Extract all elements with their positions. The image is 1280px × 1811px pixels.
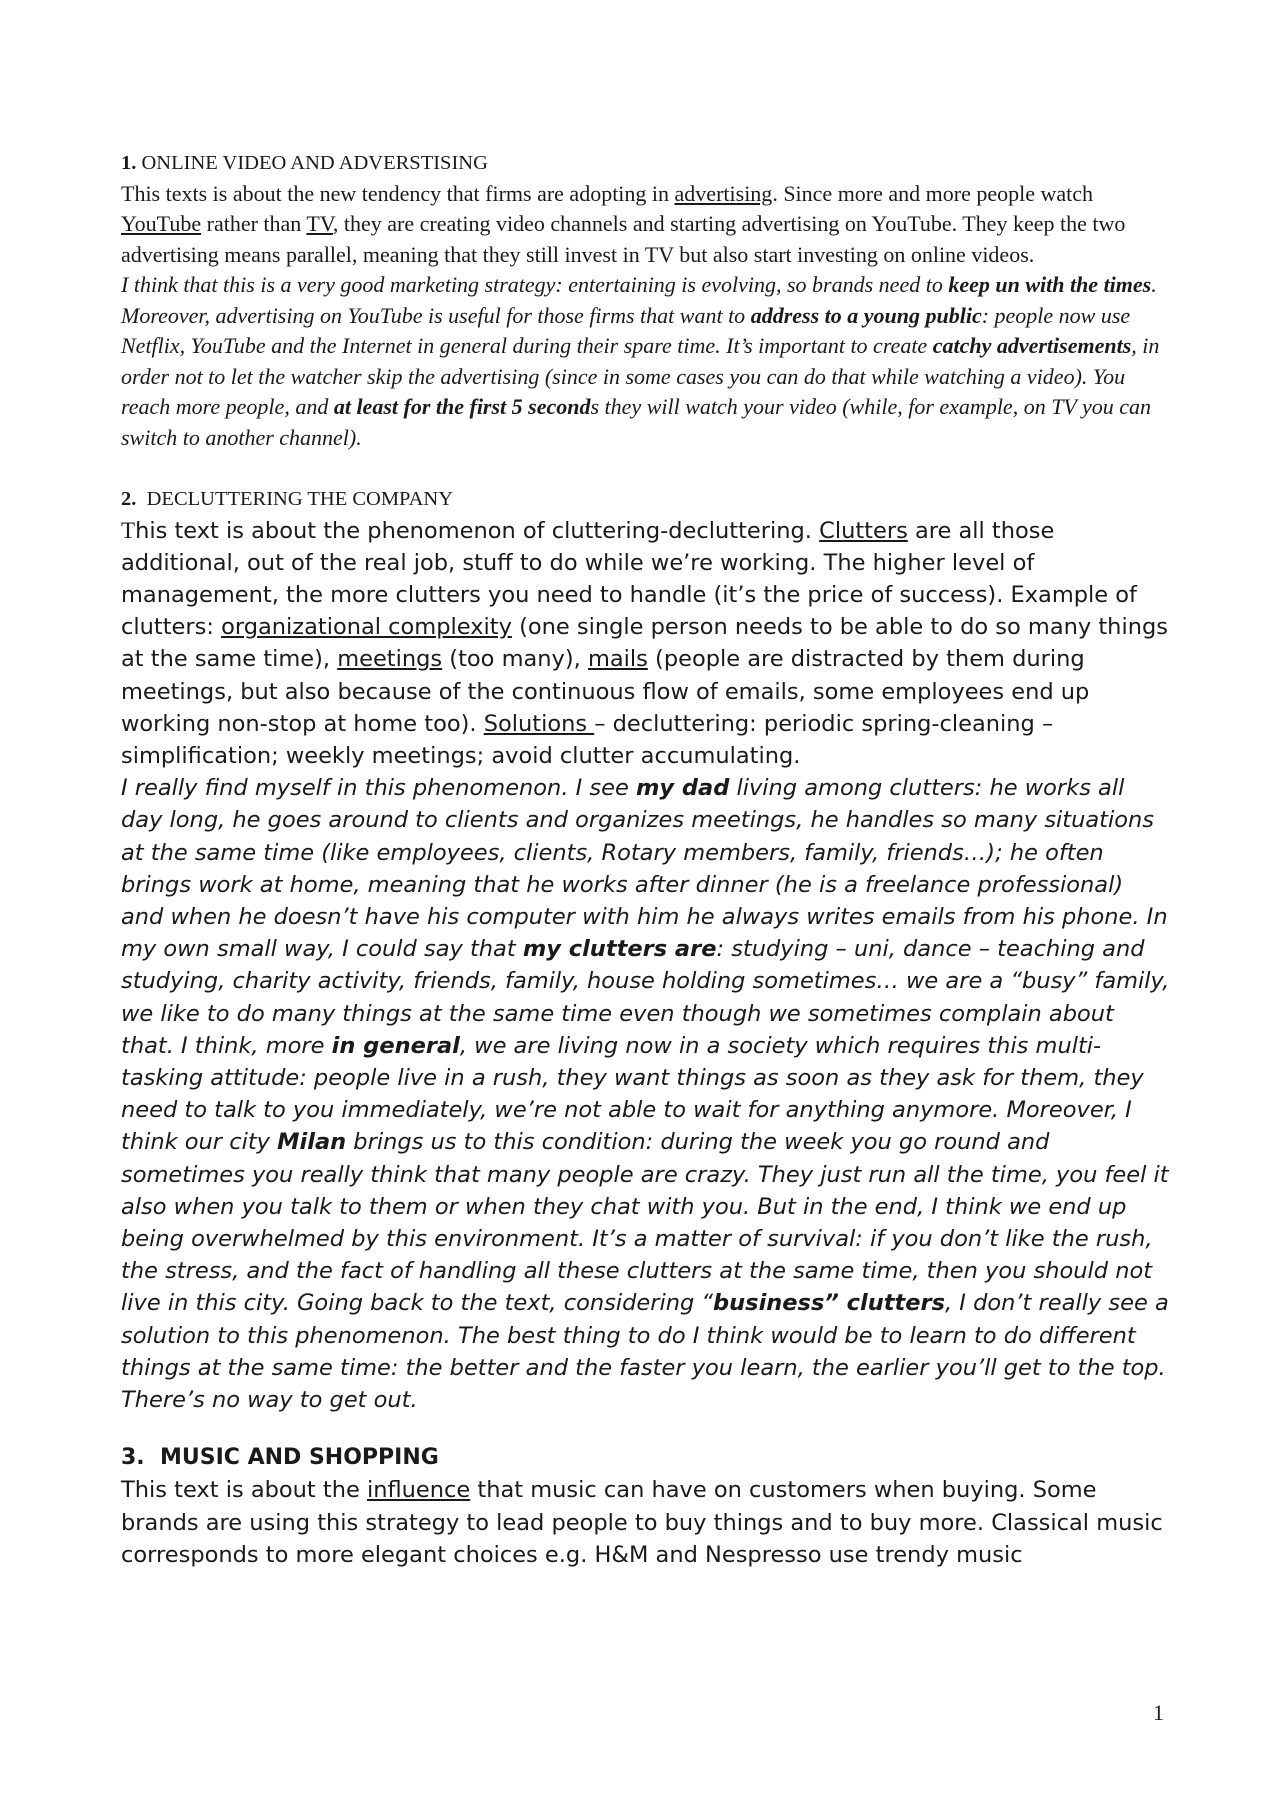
section-1-title: ONLINE VIDEO AND ADVERSTISING <box>141 152 488 174</box>
section-spacer <box>121 453 1171 484</box>
text-run: This text is about the <box>121 1477 367 1504</box>
text-run: that music can have on customers when buying. Some brands are using this strategy to lead people to buy things and to buy more. Classical music corresponds to more elegant choices e.g. H&M and Nespresso use trendy music <box>121 1477 1163 1568</box>
text-run: . Since more and more people watch <box>772 180 1094 206</box>
text-run: : people now use Netflix, YouTube and the Internet in general during their spare time. It’s important to create <box>121 302 1131 358</box>
bold-phrase: business” clutters <box>713 1290 945 1317</box>
text-run: , we are living now in a society which requires this multi-tasking attitude: people live in a rush, they want things as soon as they ask for them, they need to talk to you immediately, we’re not able to wait for anything anymore. Moreover, I think our city <box>121 1032 1144 1156</box>
text-run: living among clutters: he works all day long, he goes around to clients and organizes meetings, he handles so many situations at the same time (like employees, clients, Rotary members, family, friends…); he often brings work at home, meaning that he works after dinner (he is a freelance professional) and when he doesn’t have his computer with him he always writes emails from his phone. In my own small way, I could say that <box>121 775 1168 963</box>
text-run: (people are distracted by them during meetings, but also because of the continuous flow of emails, some employees end up working non-stop at home too). <box>121 646 1090 737</box>
text-run: , they are creating video channels and starting advertising on YouTube. They keep the two advertising means parallel, meaning that they still invest in TV but also start investing on online videos. <box>121 211 1126 267</box>
text-run: (too many), <box>442 646 588 673</box>
section-3-number: 3. <box>121 1445 145 1471</box>
section-1-heading <box>121 148 1171 179</box>
text-run: This texts is about the new tendency that firms are adopting in <box>121 180 675 206</box>
page-number: 1 <box>1153 1700 1164 1725</box>
text-run: I think that this is a very good marketing strategy: entertaining is evolving, so brands need to <box>121 272 949 297</box>
text-run: T <box>121 517 136 543</box>
bold-phrase: my clutters are <box>522 936 717 963</box>
text-run: , I don’t really see a solution to this phenomenon. The best thing to do I think would be to learn to do different things at the same time: the better and the faster you learn, the earlier you’ll get to the top. There’s no way to get out. <box>121 1290 1169 1413</box>
text-run: rather than <box>201 211 307 236</box>
section-3-title: MUSIC AND SHOPPING <box>160 1445 439 1471</box>
underlined-term: YouTube <box>121 211 202 236</box>
section-2-heading <box>121 484 1171 515</box>
underlined-term: organizational complexity <box>221 614 512 641</box>
text-run: s they will watch your video (while, for example, on TV you can switch to another channel). <box>121 394 1151 450</box>
section-1-summary <box>121 179 1171 271</box>
text-run: brings us to this condition: during the week you go round and sometimes you really think that many people are crazy. They just run all the time, you feel it also when you talk to them or when they chat with you. But in the end, I think we end up being overwhelmed by this environment. It’s a matter of survival: if you don’t like the rush, the stress, and the fact of handling all these clutters at the same time, then you should not live in this city. Going back to the text, considering “ <box>121 1129 1169 1317</box>
underlined-term: mails <box>587 646 648 673</box>
text-run: his text is about the phenomenon of cluttering-decluttering. <box>135 517 820 544</box>
section-2-summary <box>121 515 1171 773</box>
bold-phrase: catchy advertisements <box>932 333 1132 358</box>
section-3-heading <box>121 1442 1171 1474</box>
bold-phrase: Milan <box>277 1129 347 1156</box>
bold-phrase: keep un with the times <box>948 272 1152 297</box>
text-run: are all those additional, out of the real job, stuff to do while we’re working. The higher level of management, the more clutters you need to handle (it’s the price of success). Example of clutters: <box>121 517 1137 641</box>
text-run: I really find myself in this phenomenon. I see <box>121 775 636 802</box>
document-page <box>121 148 1171 1571</box>
section-3-summary <box>121 1474 1171 1571</box>
underlined-term: meetings <box>337 646 443 673</box>
underlined-term: influence <box>366 1477 471 1504</box>
section-2-title: DECLUTTERING THE COMPANY <box>146 488 453 510</box>
bold-phrase: address to a young public <box>750 302 982 328</box>
underlined-term: advertising <box>674 180 773 206</box>
section-spacer <box>121 1416 1171 1442</box>
text-run: (one single person needs to be able to do so many things at the same time), <box>121 614 1168 673</box>
underlined-term: Clutters <box>819 517 908 544</box>
text-run: , in order not to let the watcher skip the advertising (since in some cases you can do that while watching a video). You reach more people, and <box>121 333 1160 419</box>
section-1-number: 1. <box>121 152 137 174</box>
underlined-term: Solutions <box>483 710 595 737</box>
section-1-opinion <box>121 270 1171 453</box>
underlined-term: TV <box>306 211 333 236</box>
text-run: – decluttering: periodic spring-cleaning – simplification; weekly meetings; avoid clutter accumulating. <box>121 710 1054 769</box>
section-2-number: 2. <box>121 488 137 510</box>
section-2-opinion <box>121 772 1171 1416</box>
bold-phrase: at least for the first 5 second <box>333 394 591 419</box>
bold-phrase: in general <box>331 1032 460 1059</box>
text-run: : studying – uni, dance – teaching and studying, charity activity, friends, family, house holding sometimes… we are a “busy” family, we like to do many things at the same time even though we sometimes complain about that. I think, more <box>121 936 1170 1059</box>
text-run: . Moreover, advertising on YouTube is useful for those firms that want to <box>121 272 1157 328</box>
bold-phrase: my dad <box>635 775 730 802</box>
